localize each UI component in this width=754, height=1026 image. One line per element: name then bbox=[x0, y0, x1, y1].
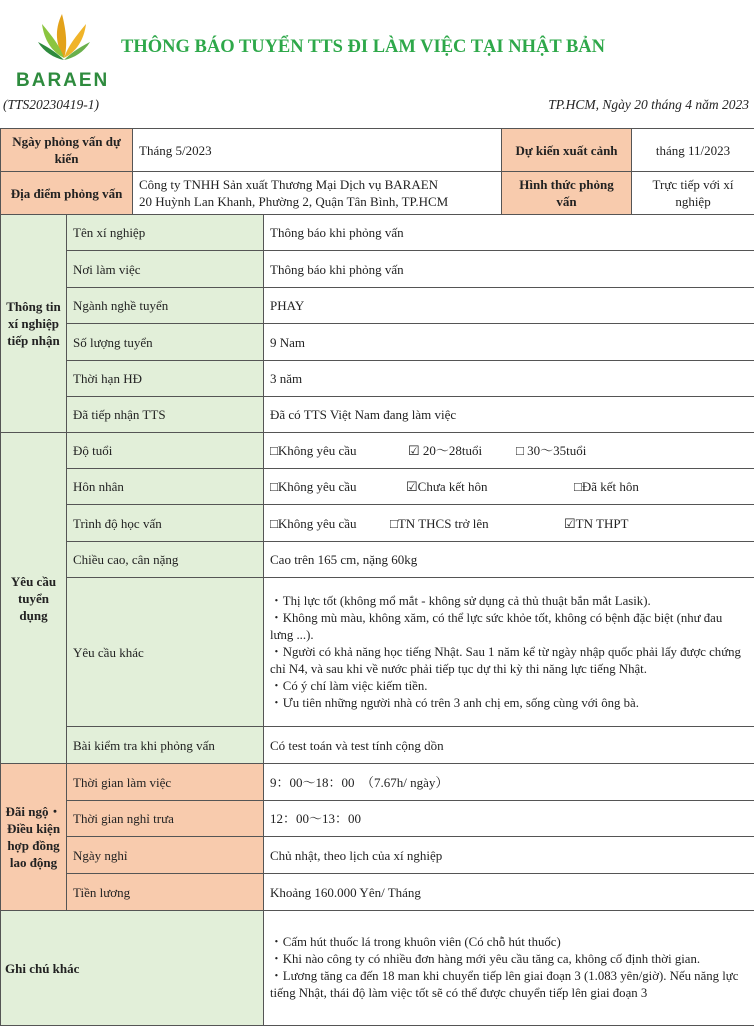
company-row-value: 9 Nam bbox=[264, 324, 754, 361]
document-date: TP.HCM, Ngày 20 tháng 4 năm 2023 bbox=[548, 97, 749, 113]
baraen-logo bbox=[14, 8, 114, 88]
education-option-high-school: ☑TN THPT bbox=[564, 516, 629, 531]
company-row-value: PHAY bbox=[264, 288, 754, 324]
benefit-row-label: Tiền lương bbox=[67, 874, 264, 911]
company-row-value: Thông báo khi phỏng vấn bbox=[264, 215, 754, 251]
benefit-row-value: Chủ nhật, theo lịch của xí nghiệp bbox=[264, 837, 754, 874]
company-row bbox=[1, 324, 754, 361]
interview-test-value: Có test toán và test tính cộng dồn bbox=[264, 727, 754, 764]
age-options bbox=[264, 433, 754, 469]
company-row-label: Thời hạn HĐ bbox=[67, 361, 264, 397]
other-requirements-row bbox=[1, 578, 754, 727]
benefits-section-label: Đãi ngộ・Điều kiện hợp đồng lao động bbox=[1, 764, 67, 911]
company-section-label: Thông tin xí nghiệp tiếp nhận bbox=[1, 215, 67, 433]
departure-label: Dự kiến xuất cảnh bbox=[502, 129, 632, 172]
marital-row bbox=[1, 469, 754, 505]
form-label: Hình thức phỏng vấn bbox=[502, 172, 632, 215]
company-row-value: Thông báo khi phỏng vấn bbox=[264, 251, 754, 288]
company-row bbox=[1, 251, 754, 288]
list-item: ・Cấm hút thuốc lá trong khuôn viên (Có chỗ hút thuốc) bbox=[270, 934, 748, 951]
company-row-label: Tên xí nghiệp bbox=[67, 215, 264, 251]
benefit-row-value: 12：00～13：00 bbox=[264, 801, 754, 837]
page-title: THÔNG BÁO TUYỂN TTS ĐI LÀM VIỆC TẠI NHẬT BẢN bbox=[121, 37, 605, 58]
list-item: ・Người có khả năng học tiếng Nhật. Sau 1 năm kể từ ngày nhập quốc phải lấy được chứng chỉ N4, và sau khi về nước phải tiếp tục dự thi kỳ thi năng lực tiếng Nhật. bbox=[270, 644, 748, 678]
education-options bbox=[264, 505, 754, 542]
education-option-secondary: □TN THCS trở lên bbox=[390, 515, 564, 532]
benefit-row-label: Ngày nghỉ bbox=[67, 837, 264, 874]
recruitment-table bbox=[0, 128, 754, 1026]
age-option-20-28: ☑ 20～28tuổi bbox=[408, 442, 516, 459]
benefit-row bbox=[1, 764, 754, 801]
height-row bbox=[1, 542, 754, 578]
height-value: Cao trên 165 cm, nặng 60kg bbox=[264, 542, 754, 578]
list-item: ・Khi nào công ty có nhiều đơn hàng mới yêu cầu tăng ca, không cố định thời gian. bbox=[270, 951, 748, 968]
location-line-2: 20 Huỳnh Lan Khanh, Phường 2, Quận Tân Bình, TP.HCM bbox=[139, 193, 495, 210]
company-row-value: 3 năm bbox=[264, 361, 754, 397]
list-item: ・Ưu tiên những người nhà có trên 3 anh chị em, sống cùng với ông bà. bbox=[270, 695, 748, 712]
marital-option-no-requirement: □Không yêu cầu bbox=[270, 478, 406, 495]
interview-date-label: Ngày phỏng vấn dự kiến bbox=[1, 129, 133, 172]
education-option-no-requirement: □Không yêu cầu bbox=[270, 515, 390, 532]
company-row-label: Đã tiếp nhận TTS bbox=[67, 397, 264, 433]
page-header bbox=[0, 0, 754, 95]
list-item: ・Không mù màu, không xăm, có thể lực sức khỏe tốt, không có bệnh đặc biệt (như đau lưng ...). bbox=[270, 610, 748, 644]
marital-options bbox=[264, 469, 754, 505]
company-row-label: Số lượng tuyển bbox=[67, 324, 264, 361]
marital-option-married: □Đã kết hôn bbox=[574, 479, 639, 494]
location-value bbox=[133, 172, 502, 215]
notes-section-label: Ghi chú khác bbox=[1, 911, 264, 1026]
benefit-row-value: 9：00～18：00 （7.67h/ ngày） bbox=[264, 764, 754, 801]
interview-test-label: Bài kiểm tra khi phỏng vấn bbox=[67, 727, 264, 764]
benefit-row-value: Khoảng 160.000 Yên/ Tháng bbox=[264, 874, 754, 911]
age-option-no-requirement: □Không yêu cầu bbox=[270, 442, 408, 459]
reference-number: (TTS20230419-1) bbox=[3, 97, 99, 113]
interview-date-row bbox=[1, 129, 754, 172]
marital-label: Hôn nhân bbox=[67, 469, 264, 505]
other-requirements-list bbox=[264, 578, 754, 727]
benefit-row-label: Thời gian nghỉ trưa bbox=[67, 801, 264, 837]
benefit-row bbox=[1, 874, 754, 911]
education-label: Trình độ học vấn bbox=[67, 505, 264, 542]
list-item: ・Lương tăng ca đến 18 man khi chuyển tiếp lên giai đoạn 3 (1.083 yên/giờ). Nếu năng lực tiếng Nhật, thái độ làm việc tốt sẽ có thể được chuyển tiếp lên giai đoạn 3 bbox=[270, 968, 748, 1002]
company-row bbox=[1, 361, 754, 397]
company-row bbox=[1, 288, 754, 324]
departure-value: tháng 11/2023 bbox=[632, 129, 754, 172]
requirements-section-label: Yêu cầu tuyển dụng bbox=[1, 433, 67, 764]
benefit-row-label: Thời gian làm việc bbox=[67, 764, 264, 801]
notes-list bbox=[264, 911, 754, 1026]
interview-date-value: Tháng 5/2023 bbox=[133, 129, 502, 172]
brand-name: BARAEN bbox=[16, 70, 109, 92]
interview-test-row bbox=[1, 727, 754, 764]
company-row-label: Ngành nghề tuyển bbox=[67, 288, 264, 324]
marital-option-single: ☑Chưa kết hôn bbox=[406, 478, 574, 495]
age-label: Độ tuổi bbox=[67, 433, 264, 469]
location-line-1: Công ty TNHH Sản xuất Thương Mại Dịch vụ BARAEN bbox=[139, 176, 495, 193]
leaf-logo-icon bbox=[36, 8, 92, 66]
location-row bbox=[1, 172, 754, 215]
company-row bbox=[1, 215, 754, 251]
education-row bbox=[1, 505, 754, 542]
other-requirements-label: Yêu cầu khác bbox=[67, 578, 264, 727]
benefit-row bbox=[1, 801, 754, 837]
height-label: Chiều cao, cân nặng bbox=[67, 542, 264, 578]
form-value: Trực tiếp với xí nghiệp bbox=[632, 172, 754, 215]
list-item: ・Thị lực tốt (không mổ mắt - không sử dụng cả thủ thuật bắn mắt Lasik). bbox=[270, 593, 748, 610]
age-row bbox=[1, 433, 754, 469]
company-row-value: Đã có TTS Việt Nam đang làm việc bbox=[264, 397, 754, 433]
location-label: Địa điểm phỏng vấn bbox=[1, 172, 133, 215]
list-item: ・Có ý chí làm việc kiếm tiền. bbox=[270, 678, 748, 695]
benefit-row bbox=[1, 837, 754, 874]
company-row bbox=[1, 397, 754, 433]
company-row-label: Nơi làm việc bbox=[67, 251, 264, 288]
notes-row bbox=[1, 911, 754, 1026]
age-option-30-35: □ 30～35tuổi bbox=[516, 443, 586, 458]
